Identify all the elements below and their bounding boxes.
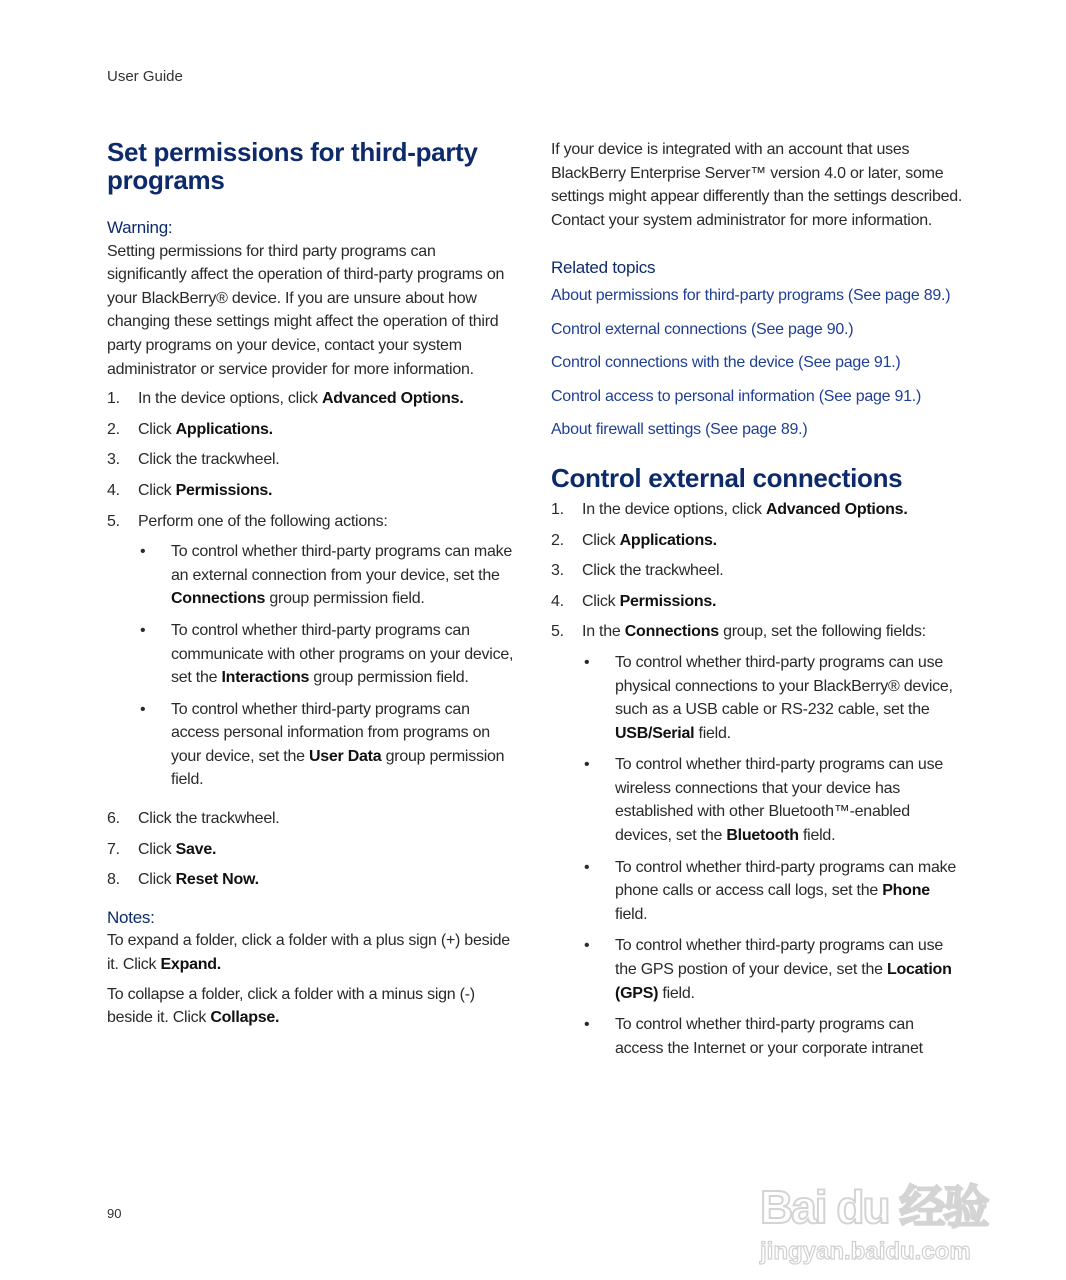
step-body: [138, 868, 259, 892]
step-item: [107, 868, 519, 892]
step-number: 3.: [107, 451, 120, 469]
step-item: [551, 529, 966, 553]
text-run: In the device options, click: [138, 390, 322, 408]
step-item: [551, 498, 966, 522]
step-text: [138, 510, 519, 534]
step-body: [582, 620, 966, 1068]
ui-term: Permissions.: [619, 592, 717, 610]
ui-term: Save.: [175, 840, 217, 858]
related-topic-link[interactable]: About permissions for third-party programs (See page 89.): [551, 286, 951, 304]
bullet-item: [582, 753, 966, 847]
note-text: [107, 983, 519, 1030]
ui-term: Location (GPS): [615, 961, 952, 1002]
text-run: Click: [138, 840, 176, 858]
bullet-icon: •: [584, 1016, 590, 1034]
step-item: [107, 387, 519, 411]
page-number: 90: [107, 1206, 122, 1221]
step-number: 8.: [107, 871, 120, 889]
bullet-item: [582, 651, 966, 745]
text-run: To control whether third-party programs can make phone calls or access call logs, set the: [615, 858, 957, 900]
related-topic-link[interactable]: Control access to personal information (See page 91.): [551, 387, 922, 405]
step-number: 2.: [107, 420, 120, 438]
ui-term: Bluetooth: [726, 827, 799, 845]
step-body: [138, 479, 272, 503]
bullet-icon: •: [584, 756, 590, 774]
step-number: 4.: [107, 481, 120, 499]
watermark-logo: Bai du 经验: [760, 1181, 988, 1233]
step-item: [107, 510, 519, 801]
step-text: [582, 590, 716, 614]
step-body: [138, 510, 519, 801]
step-number: 5.: [107, 512, 120, 530]
ui-term: Phone: [882, 882, 930, 900]
step-item: [107, 448, 519, 472]
step-item: [107, 418, 519, 442]
step-number: 1.: [107, 390, 120, 408]
text-run: In the: [582, 623, 625, 641]
text-run: Click: [582, 531, 620, 549]
ui-term: Interactions: [221, 669, 310, 687]
step-body: [138, 387, 464, 411]
bullet-text: [615, 856, 966, 927]
ui-term: Advanced Options.: [765, 500, 908, 518]
step-text: [138, 387, 464, 411]
related-topic-link[interactable]: Control connections with the device (See page 91.): [551, 354, 901, 372]
text-run: field.: [798, 827, 836, 845]
running-header: User Guide: [107, 68, 183, 85]
warning-label: Warning:: [107, 218, 173, 237]
step-item: [107, 807, 519, 831]
text-run: To expand a folder, click a folder with a plus sign (+) beside it. Click: [107, 932, 510, 974]
text-run: To control whether third-party programs can communicate with other programs on your device, set the: [171, 621, 514, 687]
step-body: [138, 807, 279, 831]
text-run: Click: [138, 871, 176, 889]
text-run: group, set the following fields:: [718, 623, 926, 641]
bullet-icon: •: [584, 937, 590, 955]
text-run: group permission field.: [265, 590, 425, 608]
step-number: 5.: [551, 623, 564, 641]
notes-label: Notes:: [107, 907, 155, 927]
bullet-text: [171, 698, 519, 792]
step-text: [138, 807, 279, 831]
step-text: [582, 620, 966, 644]
step-number: 4.: [551, 592, 564, 610]
text-run: group permission field.: [309, 669, 469, 687]
text-run: Click: [138, 481, 176, 499]
related-topics: [551, 284, 966, 442]
bullet-text: [615, 934, 966, 1005]
step-number: 6.: [107, 810, 120, 828]
intro-text: If your device is integrated with an account that uses BlackBerry Enterprise Server™ version 4.0 or later, some settings might appear differently than the settings described. Contact your system administrator for more information.: [551, 141, 963, 229]
step-item: [107, 479, 519, 503]
bullet-item: [138, 698, 519, 792]
step-text: [138, 448, 279, 472]
ui-term: USB/Serial: [615, 724, 695, 742]
text-run: Click the trackwheel.: [582, 562, 724, 580]
text-run: To control whether third-party programs can access the Internet or your corporate intranet: [615, 1016, 923, 1057]
ui-term: User Data: [308, 747, 382, 765]
bullet-icon: •: [584, 858, 590, 876]
text-run: To control whether third-party programs can use the GPS postion of your device, set the: [615, 937, 943, 979]
ui-term: Reset Now.: [175, 871, 259, 889]
steps-list: [107, 387, 519, 892]
baidu-watermark: [755, 1182, 1015, 1274]
watermark-url: jingyan.baidu.com: [760, 1238, 971, 1265]
ui-term: Collapse.: [210, 1009, 280, 1027]
bullet-item: [582, 1013, 966, 1060]
step-item: [551, 559, 966, 583]
notes: [107, 929, 519, 1029]
bullet-icon: •: [584, 653, 590, 671]
step-text: [138, 838, 216, 862]
step-number: 7.: [107, 840, 120, 858]
bullet-item: [138, 540, 519, 611]
text-run: Click the trackwheel.: [138, 810, 280, 828]
text-run: field.: [694, 724, 731, 742]
bullet-text: [171, 619, 519, 690]
ui-term: Applications.: [619, 531, 717, 549]
step-text: [582, 529, 717, 553]
section-title: Control external connections: [551, 462, 903, 493]
bullet-item: [138, 619, 519, 690]
step-body: [582, 559, 723, 583]
ui-term: Connections: [624, 623, 719, 641]
bullet-icon: •: [140, 700, 146, 718]
step-body: [582, 529, 717, 553]
step-text: [138, 479, 272, 503]
bullet-text: [615, 651, 966, 745]
step-number: 2.: [551, 531, 564, 549]
right-column: [551, 138, 966, 1075]
step-number: 1.: [551, 500, 564, 518]
bullet-icon: •: [140, 621, 146, 639]
text-run: Click: [582, 592, 620, 610]
related-topic-link[interactable]: About firewall settings (See page 89.): [551, 421, 808, 439]
text-run: To control whether third-party programs can access personal information from programs on your device, set the: [171, 700, 490, 765]
text-run: To control whether third-party programs can use physical connections to your BlackBerry® device, such as a USB cable or RS-232 cable, set the: [615, 653, 953, 719]
ui-term: Applications.: [175, 420, 273, 438]
warning-text: Setting permissions for third party programs can significantly affect the operation of third-party programs on your BlackBerry® device. If you are unsure about how changing these settings might affect the operation of third party programs on your device, contact your system administrator or service provider for more information.: [107, 242, 505, 378]
text-run: Click: [138, 420, 176, 438]
bullet-list: [582, 651, 966, 1061]
note-text: [107, 929, 519, 976]
related-topics-label: Related topics: [551, 258, 656, 278]
bullet-item: [582, 856, 966, 927]
text-run: To control whether third-party programs can use wireless connections that your device has established with other Bluetooth™-enabled devices, set the: [615, 756, 943, 845]
step-item: [107, 838, 519, 862]
text-run: To collapse a folder, click a folder with a minus sign (-) beside it. Click: [107, 985, 475, 1027]
text-run: field.: [658, 984, 695, 1002]
ui-term: Connections: [171, 590, 266, 608]
bullet-item: [582, 934, 966, 1005]
step-body: [138, 418, 273, 442]
step-text: [582, 498, 908, 522]
step-body: [582, 590, 716, 614]
step-body: [138, 838, 216, 862]
step-number: 3.: [551, 562, 564, 580]
text-run: To control whether third-party programs can make an external connection from your device, set the: [171, 543, 513, 584]
ui-term: Expand.: [160, 956, 221, 974]
ui-term: Permissions.: [175, 481, 273, 499]
bullet-text: [171, 540, 519, 611]
step-item: [551, 620, 966, 1068]
bullet-text: [615, 753, 966, 847]
ui-term: Advanced Options.: [321, 390, 464, 408]
text-run: Perform one of the following actions:: [138, 512, 388, 530]
step-text: [138, 418, 273, 442]
text-run: group permission field.: [171, 747, 505, 789]
text-run: In the device options, click: [582, 500, 766, 518]
step-text: [138, 868, 259, 892]
text-run: Click the trackwheel.: [138, 451, 280, 469]
bullet-icon: •: [140, 543, 146, 561]
step-body: [582, 498, 908, 522]
related-topic-link[interactable]: Control external connections (See page 90.): [551, 320, 854, 338]
steps-list: [551, 498, 966, 1068]
bullet-list: [138, 540, 519, 792]
text-run: field.: [615, 905, 648, 923]
step-text: [582, 559, 723, 583]
step-body: [138, 448, 279, 472]
step-item: [551, 590, 966, 614]
bullet-text: [615, 1013, 966, 1060]
section-title: Set permissions for third-party programs: [107, 137, 478, 195]
left-column: [107, 138, 519, 1036]
